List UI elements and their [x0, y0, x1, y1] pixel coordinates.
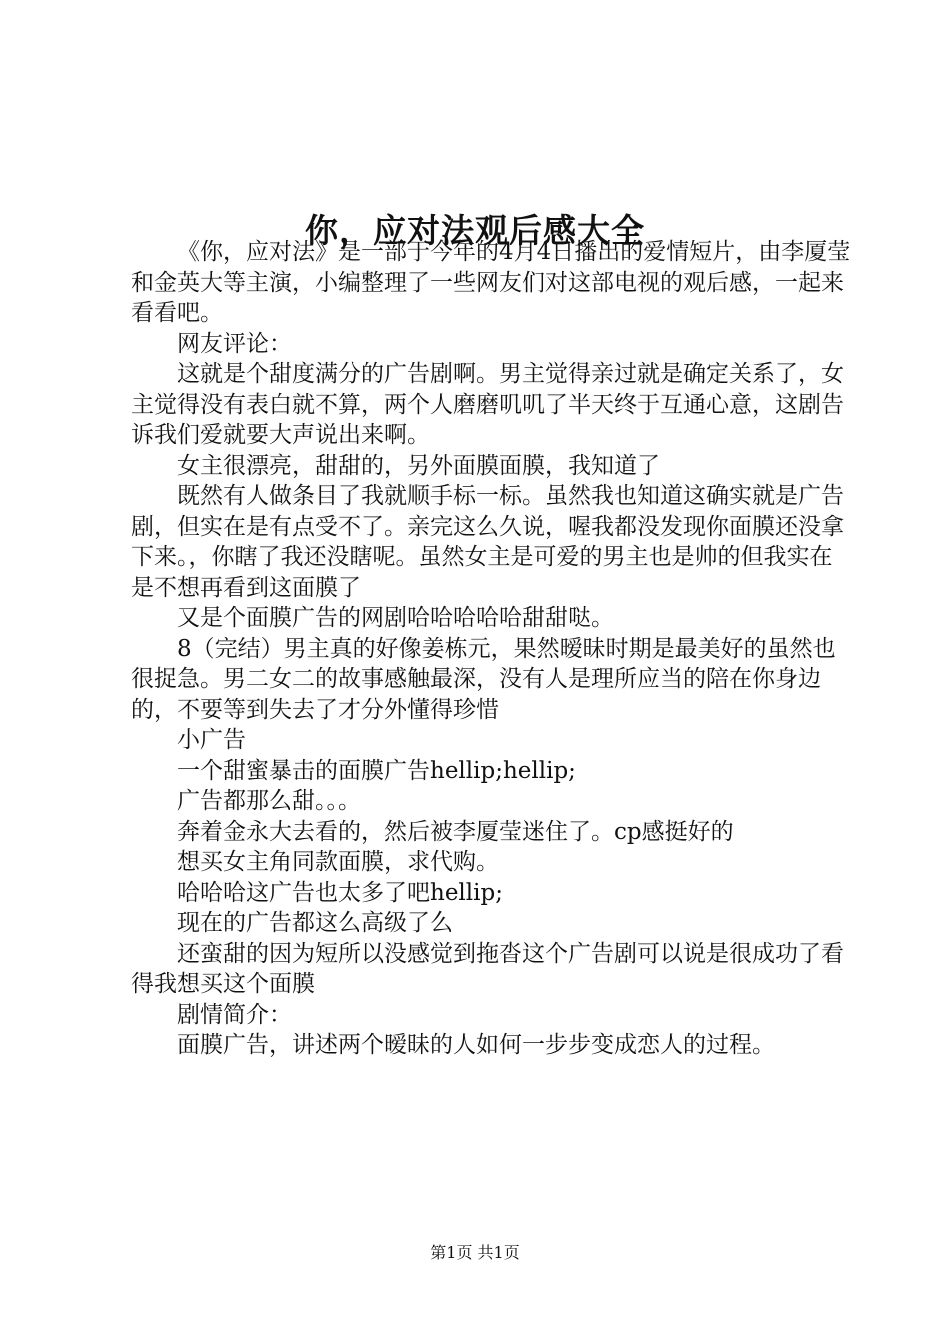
paragraph-comment: 哈哈哈这广告也太多了吧hellip; — [177, 879, 503, 906]
paragraph-comment: 奔着金永大去看的，然后被李厦莹迷住了。cp感挺好的 — [177, 818, 734, 845]
paragraph-comment: 一个甜蜜暴击的面膜广告hellip;hellip; — [177, 757, 576, 784]
paragraph-comment: 小广告 — [177, 727, 246, 753]
paragraph-comment: 既然有人做条目了我就顺手标一标。虽然我也知道这确实就是广告剧，但实在是有点受不了。亲完这么久说，喔我都没发现你面膜还没拿下来。，你瞎了我还没瞎呢。虽然女主是可爱的男主也是帅的但我实在是不想再看到这面膜了 — [131, 483, 844, 601]
paragraph-comment: 女主很漂亮，甜甜的，另外面膜面膜，我知道了 — [177, 452, 660, 479]
paragraph-comment: 想买女主角同款面膜，求代购。 — [177, 849, 499, 875]
paragraph-comment: 又是个面膜广告的网剧哈哈哈哈哈甜甜哒。 — [177, 605, 614, 631]
paragraph-intro: 《你，应对法》是一部于今年的4月4日播出的爱情短片，由李厦莹和金英大等主演，小编整理了一些网友们对这部电视的观后感，一起来看看吧。 — [131, 239, 851, 326]
paragraph-comment: 这就是个甜度满分的广告剧啊。男主觉得亲过就是确定关系了，女主觉得没有表白就不算，两个人磨磨叽叽了半天终于互通心意，这剧告诉我们爱就要大声说出来啊。 — [131, 361, 844, 448]
paragraph-comments-heading: 网友评论： — [177, 330, 292, 357]
document-title: 你，应对法观后感大全 — [305, 211, 645, 251]
paragraph-comment: 8（完结）男主真的好像姜栋元，果然暧昧时期是最美好的虽然也很捉急。男二女二的故事感触最深，没有人是理所应当的陪在你身边的，不要等到失去了才分外懂得珍惜 — [131, 635, 836, 723]
paragraph-synopsis: 面膜广告，讲述两个暧昧的人如何一步步变成恋人的过程。 — [177, 1032, 775, 1058]
paragraph-comment: 现在的广告都这么高级了么 — [177, 910, 453, 936]
page-number-footer: 第1页 共1页 — [430, 1243, 520, 1262]
paragraph-comment: 还蛮甜的因为短所以没感觉到拖沓这个广告剧可以说是很成功了看得我想买这个面膜 — [131, 940, 844, 997]
paragraph-comment: 广告都那么甜。。。 — [177, 788, 361, 814]
paragraph-synopsis-heading: 剧情简介： — [177, 1001, 292, 1028]
document-body — [131, 237, 851, 1061]
